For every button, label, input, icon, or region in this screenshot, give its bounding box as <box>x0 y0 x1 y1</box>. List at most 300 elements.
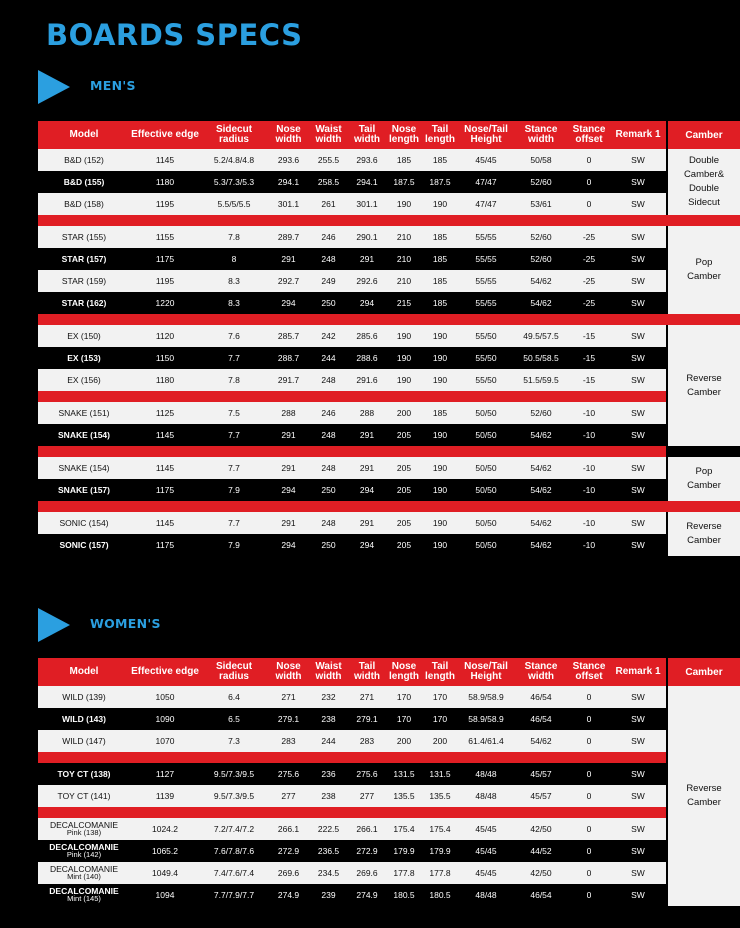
model-cell: TOY CT (138) <box>57 768 111 779</box>
spec-cell: 61.4/61.4 <box>468 735 504 746</box>
spec-cell: SW <box>631 330 645 341</box>
column-header: Waist width <box>315 124 342 145</box>
spec-cell: 7.2/7.4/7.2 <box>213 823 255 834</box>
spec-cell: 0 <box>586 845 592 856</box>
spec-cell: 210 <box>396 275 412 286</box>
camber-cell <box>666 325 740 446</box>
camber-cell <box>666 512 740 556</box>
spec-cell: 293.6 <box>277 154 300 165</box>
spec-cell: 170 <box>396 713 412 724</box>
spec-cell: 46/54 <box>530 691 552 702</box>
spec-cell: 0 <box>586 768 592 779</box>
spec-cell: 205 <box>396 517 412 528</box>
spec-cell: 175.4 <box>393 823 415 834</box>
model-cell: EX (153) <box>67 352 101 363</box>
model-cell: WILD (139) <box>62 691 106 702</box>
spec-cell: 185 <box>396 154 412 165</box>
spec-cell: 9.5/7.3/9.5 <box>213 790 255 801</box>
spec-cell: SW <box>631 735 645 746</box>
spec-cell: 285.6 <box>356 330 378 341</box>
spec-cell: 283 <box>281 735 296 746</box>
model-cell: TOY CT (141) <box>57 790 111 801</box>
spec-cell: 55/55 <box>475 253 497 264</box>
spec-cell: SW <box>631 462 645 473</box>
spec-cell: SW <box>631 889 645 900</box>
spec-cell: 7.5 <box>228 407 240 418</box>
spec-cell: 185 <box>432 231 448 242</box>
spec-cell: 131.5 <box>393 768 415 779</box>
spec-cell: 54/62 <box>530 462 552 473</box>
spec-cell: 288 <box>281 407 296 418</box>
table-row <box>38 840 666 862</box>
model-cell <box>38 818 130 840</box>
spec-cell: 185 <box>432 297 448 308</box>
spec-cell: 54/62 <box>530 517 552 528</box>
spec-cell: 54/62 <box>530 429 552 440</box>
spec-cell: 275.6 <box>356 768 378 779</box>
womens-specs-table <box>38 658 740 926</box>
spec-cell: 294 <box>359 297 375 308</box>
spec-cell: 1094 <box>155 889 175 900</box>
spec-cell: 1145 <box>155 154 175 165</box>
spec-cell: 52/60 <box>530 231 552 242</box>
model-name: DECALCOMANIE <box>49 863 118 874</box>
spec-cell: 45/57 <box>530 768 552 779</box>
column-header: Nose length <box>389 124 419 145</box>
spec-cell: 249 <box>321 275 336 286</box>
spec-cell: 248 <box>321 374 336 385</box>
spec-cell: 205 <box>396 539 412 550</box>
spec-cell: 291.7 <box>277 374 300 385</box>
spec-cell: 258.5 <box>317 176 340 187</box>
spec-cell: 170 <box>432 713 448 724</box>
spec-cell: 7.4/7.6/7.4 <box>213 867 255 878</box>
model-cell: STAR (162) <box>61 297 107 308</box>
spec-cell: 54/62 <box>530 275 552 286</box>
spec-cell: -10 <box>582 484 596 495</box>
spec-cell: 7.8 <box>228 374 240 385</box>
spec-cell: 6.5 <box>228 713 240 724</box>
spec-cell: -10 <box>582 407 596 418</box>
spec-cell: 45/45 <box>475 823 497 834</box>
column-header: Stance width <box>524 124 558 145</box>
spec-cell: 190 <box>396 330 412 341</box>
model-cell: SNAKE (151) <box>58 407 110 418</box>
spec-cell: 248 <box>321 517 336 528</box>
spec-cell: 1125 <box>155 407 175 418</box>
table-row <box>38 708 666 730</box>
spec-cell: 50.5/58.5 <box>523 352 559 363</box>
table-header-main <box>38 121 666 149</box>
spec-cell: 1175 <box>155 539 175 550</box>
camber-column-header: Camber <box>666 121 740 149</box>
spec-cell: -25 <box>582 275 596 286</box>
spec-cell: 292.7 <box>277 275 300 286</box>
model-cell: B&D (152) <box>64 154 104 165</box>
column-header: Tail length <box>425 661 455 682</box>
spec-cell: SW <box>631 231 645 242</box>
table-row <box>38 193 666 215</box>
spec-cell: 232 <box>321 691 336 702</box>
spec-cell: 190 <box>432 198 448 209</box>
spec-cell: 1175 <box>155 484 175 495</box>
model-cell <box>38 862 130 884</box>
model-cell: SONIC (154) <box>59 517 109 528</box>
spec-cell: 285.7 <box>277 330 300 341</box>
camber-cell <box>666 686 740 906</box>
table-row <box>38 686 666 708</box>
model-cell: STAR (155) <box>61 231 107 242</box>
spec-cell: 250 <box>321 539 336 550</box>
spec-cell: 7.7 <box>228 429 240 440</box>
spec-cell: 190 <box>432 517 448 528</box>
model-cell: EX (150) <box>67 330 101 341</box>
spec-cell: 277 <box>359 790 375 801</box>
spec-cell: 1139 <box>155 790 175 801</box>
spec-cell: 1024.2 <box>152 823 178 834</box>
table-row <box>38 763 666 785</box>
spec-cell: 55/55 <box>475 297 497 308</box>
spec-cell: 294 <box>281 539 296 550</box>
spec-cell: SW <box>631 198 645 209</box>
spec-cell: 45/45 <box>475 867 497 878</box>
camber-cell <box>666 149 740 215</box>
spec-cell: 170 <box>396 691 412 702</box>
column-header: Model <box>69 129 99 140</box>
spec-cell: 8.3 <box>228 297 240 308</box>
spec-cell: 187.5 <box>429 176 451 187</box>
table-row <box>38 479 666 501</box>
spec-cell: 244 <box>321 735 336 746</box>
spec-cell: 6.4 <box>228 691 240 702</box>
camber-type: Double Camber& Double Sidecut <box>683 155 725 208</box>
table-row <box>38 248 666 270</box>
spec-cell: 190 <box>432 539 448 550</box>
spec-cell: 58.9/58.9 <box>468 691 504 702</box>
spec-cell: 1050 <box>155 691 175 702</box>
spec-cell: 271 <box>359 691 375 702</box>
spec-cell: 55/50 <box>475 352 497 363</box>
spec-cell: 205 <box>396 462 412 473</box>
spec-cell: 0 <box>586 823 592 834</box>
spec-cell: 0 <box>586 867 592 878</box>
spec-cell: 46/54 <box>530 713 552 724</box>
spec-cell: 238 <box>321 713 336 724</box>
spec-cell: 0 <box>586 713 592 724</box>
model-cell: SNAKE (154) <box>58 429 110 440</box>
spec-cell: 0 <box>586 790 592 801</box>
spec-cell: 266.1 <box>356 823 378 834</box>
play-triangle-icon <box>38 608 70 642</box>
spec-cell: 290.1 <box>356 231 378 242</box>
model-variant: Pink (142) <box>66 850 102 859</box>
column-header: Tail width <box>353 124 381 145</box>
spec-cell: 266.1 <box>277 823 300 834</box>
spec-cell: 8 <box>231 253 237 264</box>
spec-cell: SW <box>631 867 645 878</box>
model-cell: STAR (157) <box>61 253 107 264</box>
spec-cell: 271 <box>281 691 296 702</box>
spec-cell: 185 <box>432 154 448 165</box>
column-header: Effective edge <box>131 666 199 677</box>
column-header: Sidecut radius <box>215 661 253 682</box>
spec-cell: -15 <box>582 330 596 341</box>
spec-cell: 131.5 <box>429 768 451 779</box>
camber-cell <box>666 457 740 501</box>
spec-cell: 55/55 <box>475 231 497 242</box>
column-header: Nose/Tail Height <box>464 661 508 682</box>
spec-cell: 236 <box>321 768 336 779</box>
spec-cell: SW <box>631 517 645 528</box>
spec-cell: 255.5 <box>317 154 340 165</box>
spec-cell: 5.5/5/5.5 <box>217 198 251 209</box>
spec-cell: 185 <box>432 407 448 418</box>
spec-cell: 1145 <box>155 517 175 528</box>
spec-cell: 45/45 <box>475 154 497 165</box>
column-header: Remark 1 <box>615 666 661 677</box>
spec-cell: 291 <box>359 462 375 473</box>
camber-type: Reverse Camber <box>686 521 722 546</box>
spec-cell: 294 <box>359 484 375 495</box>
column-header: Waist width <box>315 661 342 682</box>
spec-cell: 7.7 <box>228 517 240 528</box>
group-separator <box>38 215 740 226</box>
table-row <box>38 402 666 424</box>
spec-cell: 48/48 <box>475 790 497 801</box>
spec-cell: 274.9 <box>356 889 378 900</box>
table-row <box>38 424 666 446</box>
spec-cell: 1145 <box>155 462 175 473</box>
spec-cell: -25 <box>582 231 596 242</box>
spec-cell: SW <box>631 429 645 440</box>
spec-cell: -15 <box>582 374 596 385</box>
spec-cell: 248 <box>321 429 336 440</box>
spec-cell: 291 <box>281 517 296 528</box>
model-cell: STAR (159) <box>61 275 107 286</box>
spec-cell: 0 <box>586 691 592 702</box>
spec-cell: 190 <box>396 352 412 363</box>
mens-specs-table <box>38 121 740 578</box>
spec-cell: 55/50 <box>475 374 497 385</box>
spec-cell: SW <box>631 713 645 724</box>
spec-cell: 1090 <box>155 713 175 724</box>
group-separator <box>38 807 666 818</box>
model-variant: Mint (145) <box>67 894 101 903</box>
spec-cell: 261 <box>321 198 336 209</box>
column-header: Nose width <box>275 661 302 682</box>
model-cell: WILD (147) <box>62 735 106 746</box>
model-cell: SNAKE (157) <box>58 484 110 495</box>
spec-cell: 215 <box>396 297 412 308</box>
spec-cell: 50/50 <box>475 407 497 418</box>
camber-type: Reverse Camber <box>686 783 722 808</box>
spec-cell: 288.7 <box>277 352 300 363</box>
spec-cell: 180.5 <box>429 889 451 900</box>
spec-cell: 0 <box>586 154 592 165</box>
spec-cell: 205 <box>396 484 412 495</box>
spec-cell: 47/47 <box>475 198 497 209</box>
spec-cell: 7.7 <box>228 352 240 363</box>
table-row <box>38 730 666 752</box>
spec-cell: 272.9 <box>356 845 378 856</box>
spec-cell: 177.8 <box>393 867 415 878</box>
spec-cell: 45/45 <box>475 845 497 856</box>
spec-cell: 50/50 <box>475 539 497 550</box>
spec-cell: 48/48 <box>475 889 497 900</box>
spec-cell: 205 <box>396 429 412 440</box>
spec-cell: 291 <box>281 253 296 264</box>
spec-cell: 0 <box>586 735 592 746</box>
table-row <box>38 325 666 347</box>
column-header: Sidecut radius <box>215 124 253 145</box>
spec-cell: 291 <box>359 429 375 440</box>
spec-cell: 55/50 <box>475 330 497 341</box>
column-header: Tail width <box>353 661 381 682</box>
spec-cell: 185 <box>432 253 448 264</box>
spec-cell: 45/57 <box>530 790 552 801</box>
spec-cell: SW <box>631 297 645 308</box>
spec-cell: SW <box>631 539 645 550</box>
spec-cell: 190 <box>432 484 448 495</box>
table-header <box>38 121 740 149</box>
spec-cell: 53/61 <box>530 198 552 209</box>
spec-cell: 7.6 <box>228 330 240 341</box>
spec-cell: 170 <box>432 691 448 702</box>
spec-cell: 236.5 <box>317 845 340 856</box>
model-cell: SONIC (157) <box>59 539 109 550</box>
spec-cell: 222.5 <box>317 823 340 834</box>
spec-cell: 0 <box>586 889 592 900</box>
camber-column-header: Camber <box>666 658 740 686</box>
spec-cell: SW <box>631 790 645 801</box>
spec-cell: 7.9 <box>228 484 240 495</box>
spec-cell: 1195 <box>155 275 175 286</box>
spec-cell: 288 <box>359 407 375 418</box>
camber-type: Pop Camber <box>687 466 721 491</box>
spec-cell: 7.3 <box>228 735 240 746</box>
spec-cell: 294 <box>359 539 375 550</box>
table-row <box>38 457 666 479</box>
group-separator <box>38 501 740 512</box>
spec-cell: 44/52 <box>530 845 552 856</box>
spec-cell: 52/60 <box>530 253 552 264</box>
spec-cell: 5.3/7.3/5.3 <box>213 176 255 187</box>
spec-cell: 190 <box>432 462 448 473</box>
table-row <box>38 292 666 314</box>
spec-cell: 42/50 <box>530 823 552 834</box>
spec-cell: 248 <box>321 253 336 264</box>
model-cell: B&D (158) <box>64 198 104 209</box>
spec-cell: 5.2/4.8/4.8 <box>213 154 255 165</box>
model-cell <box>38 840 130 862</box>
spec-cell: 200 <box>396 735 412 746</box>
spec-cell: 47/47 <box>475 176 497 187</box>
spec-cell: 291 <box>281 462 296 473</box>
spec-cell: 246 <box>321 231 336 242</box>
table-row <box>38 862 666 884</box>
spec-cell: 1145 <box>155 429 175 440</box>
mens-label: MEN'S <box>90 78 136 93</box>
spec-cell: 283 <box>359 735 375 746</box>
spec-cell: 175.4 <box>429 823 451 834</box>
model-cell: B&D (155) <box>63 176 105 187</box>
table-row <box>38 369 666 391</box>
spec-cell: 289.7 <box>277 231 300 242</box>
spec-cell: 177.8 <box>429 867 451 878</box>
spec-cell: SW <box>631 691 645 702</box>
spec-cell: 55/55 <box>475 275 497 286</box>
spec-cell: 54/62 <box>530 484 552 495</box>
spec-cell: SW <box>631 407 645 418</box>
spec-cell: 239 <box>321 889 336 900</box>
spec-cell: 54/62 <box>530 539 552 550</box>
table-row <box>38 347 666 369</box>
spec-cell: 1175 <box>155 253 175 264</box>
spec-cell: 1049.4 <box>152 867 178 878</box>
spec-cell: 51.5/59.5 <box>523 374 559 385</box>
spec-cell: 200 <box>396 407 412 418</box>
camber-type: Reverse Camber <box>686 372 722 398</box>
model-name: DECALCOMANIE <box>49 841 119 852</box>
spec-cell: 52/60 <box>530 176 552 187</box>
spec-cell: 274.9 <box>277 889 300 900</box>
model-variant: Pink (138) <box>66 828 102 837</box>
spec-cell: 234.5 <box>317 867 340 878</box>
spec-cell: 58.9/58.9 <box>468 713 504 724</box>
spec-cell: 269.6 <box>277 867 300 878</box>
spec-cell: 50/50 <box>475 429 497 440</box>
spec-cell: 7.9 <box>228 539 240 550</box>
spec-cell: 9.5/7.3/9.5 <box>213 768 255 779</box>
spec-cell: 242 <box>321 330 336 341</box>
column-header: Stance offset <box>572 661 606 682</box>
spec-cell: 0 <box>586 176 592 187</box>
mens-section-heading <box>38 70 258 104</box>
spec-cell: 294.1 <box>277 176 300 187</box>
spec-cell: -25 <box>582 297 596 308</box>
spec-cell: SW <box>631 275 645 286</box>
group-separator <box>38 314 740 325</box>
spec-cell: 291 <box>359 517 375 528</box>
spec-cell: 190 <box>432 374 448 385</box>
spec-cell: 294 <box>281 484 296 495</box>
spec-cell: 179.9 <box>393 845 415 856</box>
spec-cell: 269.6 <box>356 867 378 878</box>
spec-cell: 7.6/7.8/7.6 <box>213 845 255 856</box>
spec-cell: 49.5/57.5 <box>523 330 559 341</box>
spec-cell: 179.9 <box>429 845 451 856</box>
table-row <box>38 785 666 807</box>
spec-cell: 50/50 <box>475 517 497 528</box>
column-header: Stance width <box>524 661 558 682</box>
spec-cell: 246 <box>321 407 336 418</box>
spec-cell: SW <box>631 374 645 385</box>
table-row <box>38 270 666 292</box>
spec-cell: 1120 <box>155 330 175 341</box>
column-header: Nose/Tail Height <box>464 124 508 145</box>
spec-cell: 294.1 <box>356 176 378 187</box>
spec-cell: SW <box>631 352 645 363</box>
spec-cell: 200 <box>432 735 448 746</box>
group-separator <box>38 446 666 457</box>
spec-cell: 8.3 <box>228 275 240 286</box>
play-triangle-icon <box>38 70 70 104</box>
spec-cell: 210 <box>396 253 412 264</box>
spec-cell: SW <box>631 768 645 779</box>
table-row <box>38 818 666 840</box>
spec-cell: 190 <box>396 374 412 385</box>
spec-cell: SW <box>631 253 645 264</box>
